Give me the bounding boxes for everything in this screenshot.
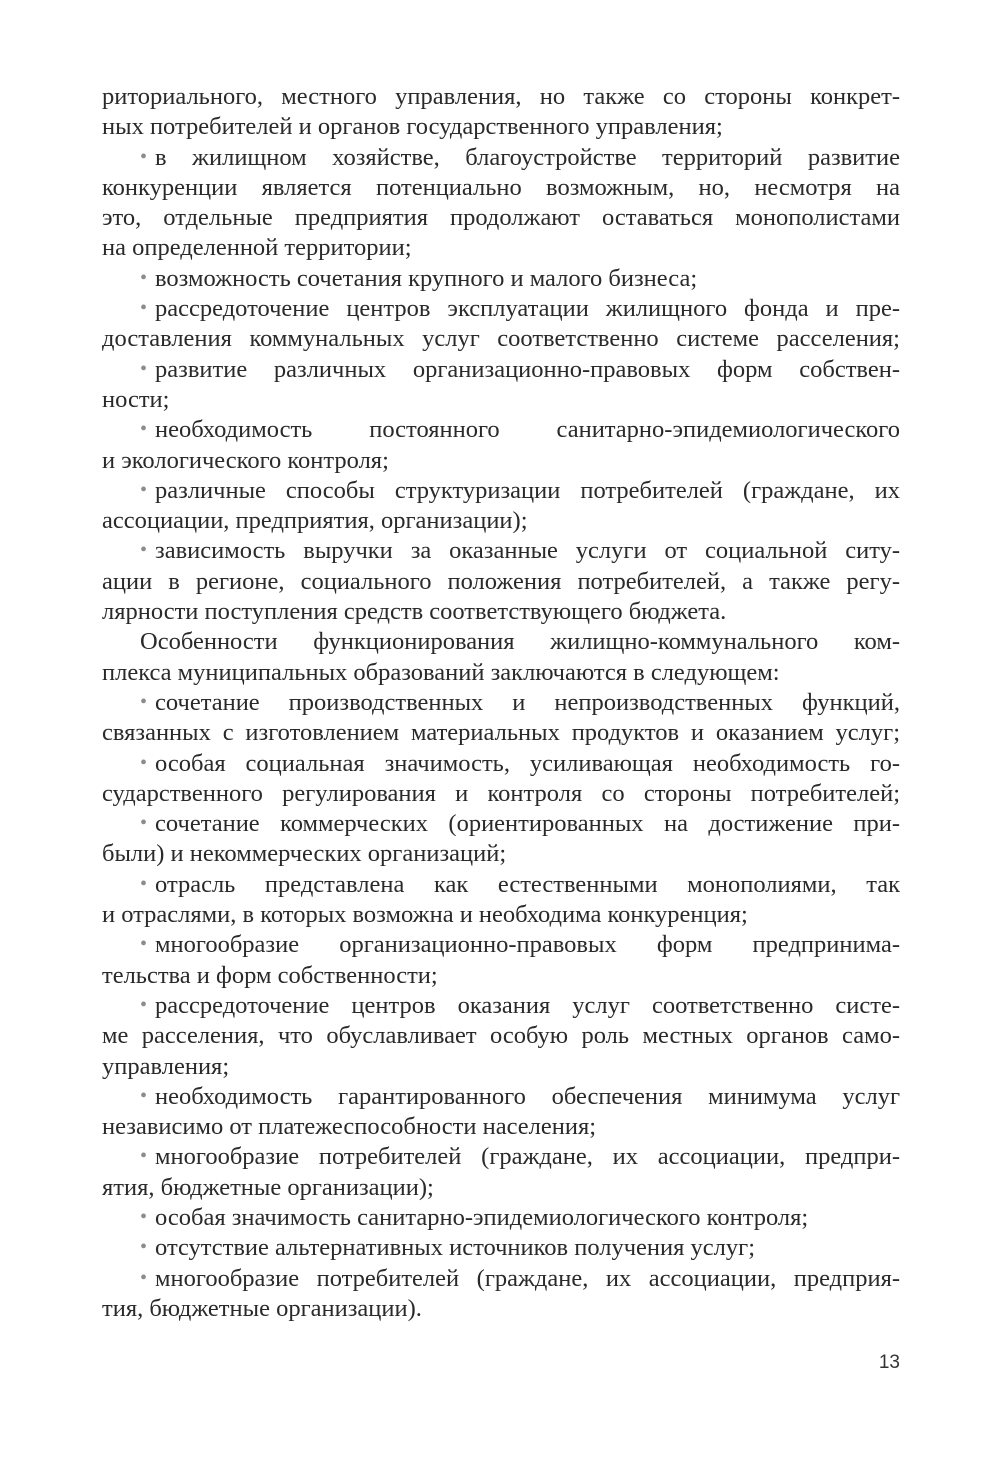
text-line (102, 1173, 900, 1203)
text-line (102, 385, 900, 415)
line-text: сударственного регулирования и контроля со стороны потребителей; (102, 779, 900, 807)
text-line (102, 567, 900, 597)
line-text: лярности поступления средств соответствующего бюджета. (102, 598, 727, 626)
line-text: ации в регионе, социального положения потребителей, а также регу- (102, 567, 900, 595)
line-text: независимо от платежеспособности населения; (102, 1113, 597, 1141)
bullet-line (102, 1203, 900, 1233)
bullet-icon: • (140, 933, 148, 956)
text-line (102, 718, 900, 748)
line-text: на определенной территории; (102, 234, 412, 262)
text-line (102, 203, 900, 233)
page-number: 13 (878, 1352, 900, 1373)
bullet-icon: • (140, 690, 148, 713)
bullet-icon: • (140, 478, 148, 501)
line-text: ме расселения, что обуславливает особую роль местных органов само- (102, 1022, 900, 1050)
line-text: многообразие организационно-правовых форм предпринима- (155, 931, 900, 959)
bullet-icon: • (140, 1236, 148, 1259)
line-text: необходимость постоянного санитарно-эпидемиологического (155, 416, 900, 444)
bullet-icon: • (140, 872, 148, 895)
line-text: управления; (102, 1052, 230, 1080)
line-text: особая социальная значимость, усиливающая необходимость го- (155, 749, 900, 777)
bullet-line (102, 870, 900, 900)
bullet-line (102, 688, 900, 718)
line-text: риториального, местного управления, но также со стороны конкрет- (102, 83, 900, 110)
line-text: развитие различных организационно-правовых форм собствен- (155, 355, 900, 383)
line-text: ятия, бюджетные организации); (102, 1173, 434, 1201)
text-line (102, 1021, 900, 1051)
line-text: связанных с изготовлением материальных продуктов и оказанием услуг; (102, 719, 900, 747)
line-text: были) и некоммерческих организаций; (102, 840, 507, 868)
line-text: Особенности функционирования жилищно-коммунального ком- (140, 628, 900, 656)
bullet-icon: • (140, 751, 148, 774)
bullet-line (102, 415, 900, 445)
text-line (102, 658, 900, 688)
line-text: сочетание производственных и непроизводственных функций, (155, 688, 900, 716)
bullet-line (102, 355, 900, 385)
bullet-line (102, 930, 900, 960)
bullet-icon: • (140, 539, 148, 562)
bullet-icon: • (140, 1145, 148, 1168)
line-text: это, отдельные предприятия продолжают оставаться монополистами (102, 204, 900, 232)
text-line (102, 233, 900, 263)
text-line (102, 627, 900, 657)
bullet-icon: • (140, 418, 148, 441)
bullet-icon: • (140, 297, 148, 320)
line-text: и экологического контроля; (102, 446, 389, 474)
line-text: в жилищном хозяйстве, благоустройстве территорий развитие (155, 143, 900, 171)
bullet-line (102, 1233, 900, 1263)
text-line (102, 1052, 900, 1082)
bullet-line (102, 536, 900, 566)
bullet-icon: • (140, 1205, 148, 1228)
bullet-line (102, 809, 900, 839)
line-text: ности; (102, 385, 170, 413)
line-text: ассоциации, предприятия, организации); (102, 507, 528, 535)
line-text: конкуренции является потенциально возможным, но, несмотря на (102, 173, 900, 201)
text-line (102, 112, 900, 142)
line-text: тия, бюджетные организации). (102, 1294, 422, 1322)
line-text: многообразие потребителей (граждане, их ассоциации, предпри- (155, 1143, 900, 1171)
text-line (102, 173, 900, 203)
text-line (102, 506, 900, 536)
bullet-icon: • (140, 145, 148, 168)
line-text: ных потребителей и органов государственного управления; (102, 113, 723, 141)
text-line (102, 1112, 900, 1142)
text-line (102, 597, 900, 627)
text-line (102, 1294, 900, 1324)
text-line (102, 839, 900, 869)
bullet-line (102, 476, 900, 506)
text-line (102, 446, 900, 476)
line-text: сочетание коммерческих (ориентированных на достижение при- (155, 810, 900, 838)
line-text: возможность сочетания крупного и малого бизнеса; (155, 264, 698, 292)
bullet-icon: • (140, 812, 148, 835)
line-text: рассредоточение центров оказания услуг соответственно систе- (155, 991, 900, 1019)
line-text: особая значимость санитарно-эпидемиологического контроля; (155, 1203, 809, 1231)
line-text: доставления коммунальных услуг соответственно системе расселения; (102, 325, 900, 353)
bullet-icon: • (140, 993, 148, 1016)
line-text: различные способы структуризации потребителей (граждане, их (155, 476, 900, 504)
bullet-line (102, 294, 900, 324)
bullet-line (102, 1142, 900, 1172)
line-text: тельства и форм собственности; (102, 961, 438, 989)
line-text: отрасль представлена как естественными монополиями, так (155, 870, 900, 898)
bullet-line (102, 1264, 900, 1294)
bullet-line (102, 1082, 900, 1112)
bullet-icon: • (140, 266, 148, 289)
bullet-line (102, 991, 900, 1021)
bullet-icon: • (140, 1266, 148, 1289)
bullet-line (102, 749, 900, 779)
line-text: и отраслями, в которых возможна и необходима конкуренция; (102, 901, 748, 929)
line-text: многообразие потребителей (граждане, их ассоциации, предприя- (155, 1264, 900, 1292)
line-text: плекса муниципальных образований заключаются в следующем: (102, 658, 780, 686)
text-line (102, 324, 900, 354)
line-text: необходимость гарантированного обеспечения минимума услуг (155, 1082, 900, 1110)
page-body (102, 82, 900, 1324)
line-text: отсутствие альтернативных источников получения услуг; (155, 1234, 756, 1262)
text-line (102, 779, 900, 809)
bullet-icon: • (140, 1084, 148, 1107)
line-text: зависимость выручки за оказанные услуги от социальной ситу- (155, 537, 900, 565)
bullet-icon: • (140, 357, 148, 380)
bullet-line (102, 143, 900, 173)
text-line (102, 961, 900, 991)
bullet-line (102, 264, 900, 294)
text-line (102, 82, 900, 112)
text-line (102, 900, 900, 930)
line-text: рассредоточение центров эксплуатации жилищного фонда и пре- (155, 295, 900, 323)
